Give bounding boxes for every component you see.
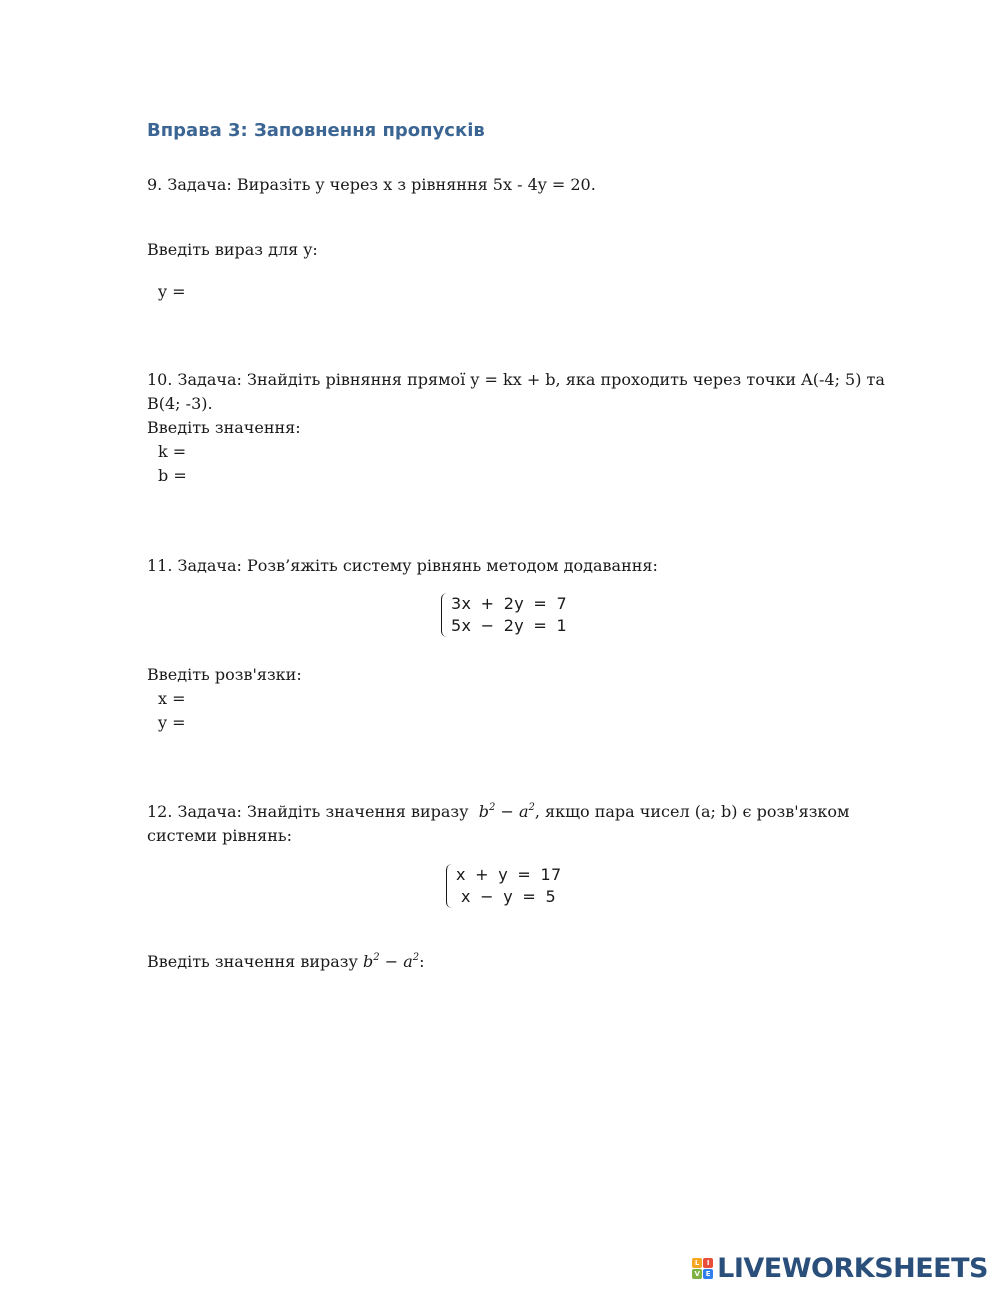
task-11-field-x-label: x = bbox=[158, 689, 186, 708]
task-10-text-line2: B(4; -3). bbox=[147, 394, 213, 413]
task-12-text-line1 bbox=[147, 800, 850, 824]
task-10-field-b-label: b = bbox=[158, 466, 187, 485]
task-12-eq2: x − y = 5 bbox=[461, 887, 556, 906]
task-11-text: 11. Задача: Розв’яжіть систему рівнянь методом додавання: bbox=[147, 556, 658, 575]
task-9-prompt: Введіть вираз для y: bbox=[147, 240, 318, 259]
task-12-eq1: x + y = 17 bbox=[456, 865, 562, 884]
task-12-equation-system bbox=[446, 864, 561, 908]
task-12-prompt-expr: $b^2 - a^2$ bbox=[363, 952, 420, 971]
task-12-expr: $b^2 - a^2$ bbox=[478, 802, 535, 821]
task-11-field-y-label: y = bbox=[158, 713, 186, 732]
task-10-prompt: Введіть значення: bbox=[147, 418, 301, 437]
task-12-text-prefix: 12. Задача: Знайдіть значення виразу bbox=[147, 802, 469, 821]
task-11-equation-system bbox=[441, 593, 567, 637]
task-9-text: 9. Задача: Виразіть y через x з рівняння 5x - 4y = 20. bbox=[147, 175, 596, 194]
task-10-field-k-label: k = bbox=[158, 442, 187, 461]
task-9-field-y-label: y = bbox=[158, 282, 186, 301]
task-12-prompt: Введіть значення виразу $b^2 - a^2$: bbox=[147, 952, 425, 971]
task-12-text-line2: системи рівнянь: bbox=[147, 826, 292, 845]
logo-text: LIVEWORKSHEETS bbox=[717, 1253, 988, 1284]
brace-icon bbox=[441, 593, 449, 637]
logo-badge-icon: L I V E bbox=[692, 1258, 713, 1279]
task-12-text-suffix: , якщо пара чисел (a; b) є розв'язком bbox=[534, 802, 850, 821]
page-title: Вправа 3: Заповнення пропусків bbox=[147, 120, 485, 141]
brace-icon bbox=[446, 864, 454, 908]
task-11-eq1: 3x + 2y = 7 bbox=[451, 594, 567, 613]
task-10-text-line1: 10. Задача: Знайдіть рівняння прямої y = kx + b, яка проходить через точки A(-4; 5) та bbox=[147, 370, 885, 389]
task-11-prompt: Введіть розв'язки: bbox=[147, 665, 302, 684]
liveworksheets-logo bbox=[692, 1253, 988, 1284]
task-11-eq2: 5x − 2y = 1 bbox=[451, 616, 567, 635]
